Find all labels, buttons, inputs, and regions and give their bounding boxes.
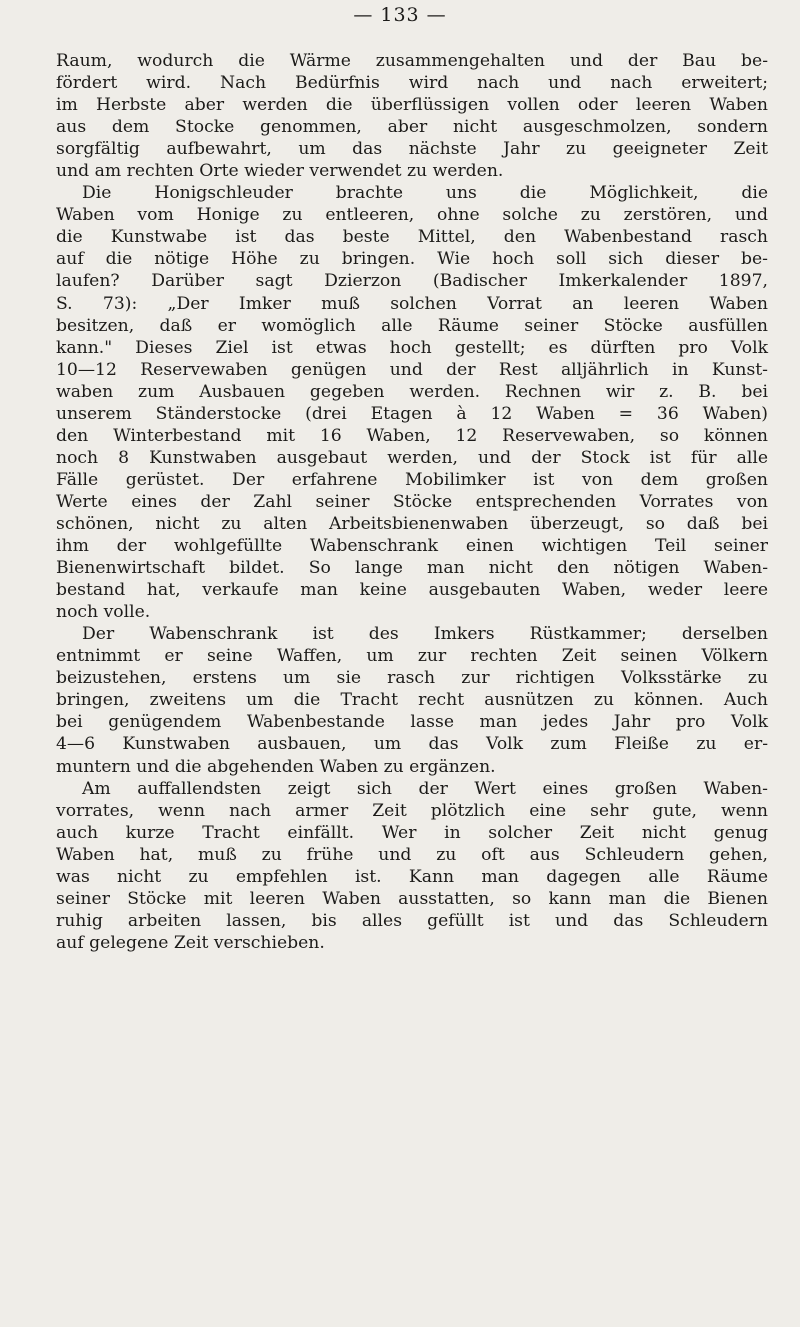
text-line: waben zum Ausbauen gegeben werden. Rechnen wir z. B. bei <box>56 381 768 402</box>
paragraph-1 <box>56 50 768 182</box>
text-line: laufen? Darüber sagt Dzierzon (Badischer Imkerkalender 1897, <box>56 271 768 292</box>
text-line: bringen, zweitens um die Tracht recht ausnützen zu können. Auch <box>56 690 768 711</box>
text-line: den Winterbestand mit 16 Waben, 12 Reservewaben, so können <box>56 425 768 446</box>
text-line: sorgfältig aufbewahrt, um das nächste Jahr zu geeigneter Zeit <box>56 139 768 160</box>
text-line: besitzen, daß er womöglich alle Räume seiner Stöcke ausfüllen <box>56 315 768 336</box>
text-line: im Herbste aber werden die überflüssigen vollen oder leeren Waben <box>56 95 768 116</box>
text-line: aus dem Stocke genommen, aber nicht ausgeschmolzen, sondern <box>56 117 768 138</box>
text-line: muntern und die abgehenden Waben zu ergänzen. <box>56 756 496 777</box>
text-line: unserem Ständerstocke (drei Etagen à 12 Waben = 36 Waben) <box>56 403 768 424</box>
text-line: schönen, nicht zu alten Arbeitsbienenwaben überzeugt, so daß bei <box>56 513 768 534</box>
text-line: noch 8 Kunstwaben ausgebaut werden, und der Stock ist für alle <box>56 447 768 468</box>
text-line: entnimmt er seine Waffen, um zur rechten Zeit seinen Völkern <box>56 646 768 667</box>
text-line: Werte eines der Zahl seiner Stöcke entsprechenden Vorrates von <box>56 491 768 512</box>
text-line: beizustehen, erstens um sie rasch zur richtigen Volksstärke zu <box>56 668 768 689</box>
page-number-header: — 133 — <box>353 4 447 26</box>
text-line: Der Wabenschrank ist des Imkers Rüstkammer; derselben <box>82 624 768 645</box>
paragraph-2 <box>56 182 768 623</box>
text-line: auf gelegene Zeit verschieben. <box>56 932 325 953</box>
text-line: noch volle. <box>56 602 151 623</box>
page-body <box>56 50 768 954</box>
paragraph-4 <box>56 778 768 954</box>
text-line: die Kunstwabe ist das beste Mittel, den Wabenbestand rasch <box>56 227 768 248</box>
text-line: Die Honigschleuder brachte uns die Möglichkeit, die <box>82 183 768 204</box>
text-line: kann." Dieses Ziel ist etwas hoch gestellt; es dürften pro Volk <box>56 337 768 358</box>
text-line: fördert wird. Nach Bedürfnis wird nach und nach erweitert; <box>56 73 768 94</box>
text-line: was nicht zu empfehlen ist. Kann man dagegen alle Räume <box>56 866 768 887</box>
text-line: Bienenwirtschaft bildet. So lange man nicht den nötigen Waben- <box>56 558 768 579</box>
text-line: auf die nötige Höhe zu bringen. Wie hoch soll sich dieser be- <box>56 249 768 270</box>
text-line: ruhig arbeiten lassen, bis alles gefüllt ist und das Schleudern <box>56 910 768 931</box>
text-line: auch kurze Tracht einfällt. Wer in solcher Zeit nicht genug <box>56 822 768 843</box>
text-line: 10—12 Reservewaben genügen und der Rest alljährlich in Kunst- <box>56 359 768 380</box>
text-line: ihm der wohlgefüllte Wabenschrank einen wichtigen Teil seiner <box>56 536 768 557</box>
text-line: bestand hat, verkaufe man keine ausgebauten Waben, weder leere <box>56 580 768 601</box>
text-line: seiner Stöcke mit leeren Waben ausstatten, so kann man die Bienen <box>56 888 768 909</box>
text-line: Am auffallendsten zeigt sich der Wert eines großen Waben- <box>82 778 768 799</box>
text-line: und am rechten Orte wieder verwendet zu werden. <box>56 161 504 182</box>
text-line: Waben hat, muß zu frühe und zu oft aus Schleudern gehen, <box>56 844 768 865</box>
text-line: vorrates, wenn nach armer Zeit plötzlich eine sehr gute, wenn <box>56 800 768 821</box>
text-line: Fälle gerüstet. Der erfahrene Mobilimker ist von dem großen <box>56 469 768 490</box>
paragraph-3 <box>56 623 768 777</box>
text-line: 4—6 Kunstwaben ausbauen, um das Volk zum Fleiße zu er- <box>56 734 768 755</box>
text-line: S. 73): „Der Imker muß solchen Vorrat an leeren Waben <box>56 293 768 314</box>
text-line: Waben vom Honige zu entleeren, ohne solche zu zerstören, und <box>56 205 768 226</box>
text-line: bei genügendem Wabenbestande lasse man jedes Jahr pro Volk <box>56 712 768 733</box>
text-line: Raum, wodurch die Wärme zusammengehalten und der Bau be- <box>56 51 768 71</box>
